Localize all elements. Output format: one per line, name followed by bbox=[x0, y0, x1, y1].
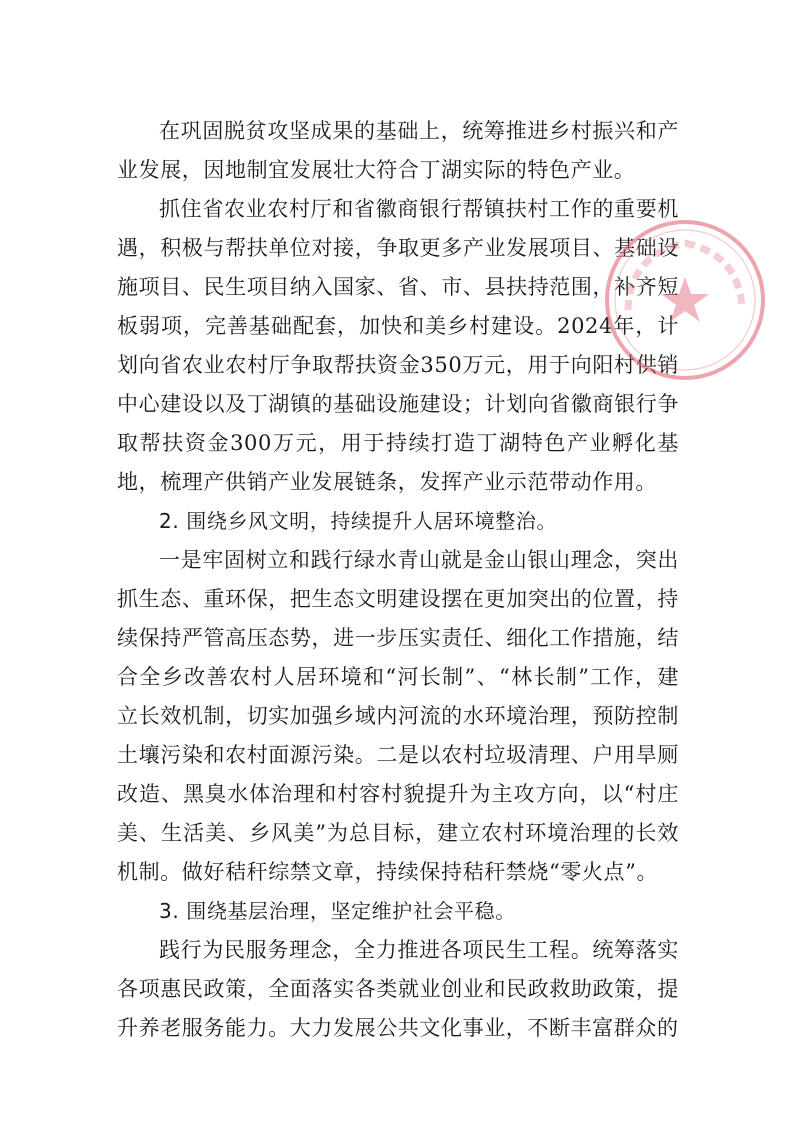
paragraph-4: 践行为民服务理念，全力推进各项民生工程。统筹落实各项惠民政策，全面落实各类就业创业和民政救助政策，提升养老服务能力。大力发展公共文化事业，不断丰富群众的 bbox=[117, 938, 679, 1040]
document-body bbox=[117, 112, 679, 1048]
section-heading-3: 3. 围绕基层治理，坚定维护社会平稳。 bbox=[159, 899, 516, 923]
paragraph-3: 一是牢固树立和践行绿水青山就是金山银山理念，突出抓生态、重环保，把生态文明建设摆在更加突出的位置，持续保持严管高压态势，进一步压实责任、细化工作措施，结合全乡改善农村人居环境和“河长制”、“林长制”工作，建立长效机制，切实加强乡域内河流的水环境治理，预防控制土壤污染和农村面源污染。二是以农村垃圾清理、户用旱厕改造、黑臭水体治理和村容村貌提升为主攻方向，以“村庄美、生活美、乡风美”为总目标，建立农村环境治理的长效机制。做好秸秆综禁文章，持续保持秸秆禁烧“零火点”。 bbox=[117, 548, 679, 884]
paragraph-2: 抓住省农业农村厅和省徽商银行帮镇扶村工作的重要机遇，积极与帮扶单位对接，争取更多产业发展项目、基础设施项目、民生项目纳入国家、省、市、县扶持范围，补齐短板弱项，完善基础配套，加快和美乡村建设。2024年，计划向省农业农村厅争取帮扶资金350万元，用于向阳村供销中心建设以及丁湖镇的基础设施建设；计划向省徽商银行争取帮扶资金300万元，用于持续打造丁湖特色产业孵化基地，梳理产供销产业发展链条，发挥产业示范带动作用。 bbox=[117, 197, 679, 494]
section-heading-2: 2. 围绕乡风文明，持续提升人居环境整治。 bbox=[159, 509, 558, 533]
paragraph-1: 在巩固脱贫攻坚成果的基础上，统筹推进乡村振兴和产业发展，因地制宜发展壮大符合丁湖实际的特色产业。 bbox=[117, 119, 679, 182]
